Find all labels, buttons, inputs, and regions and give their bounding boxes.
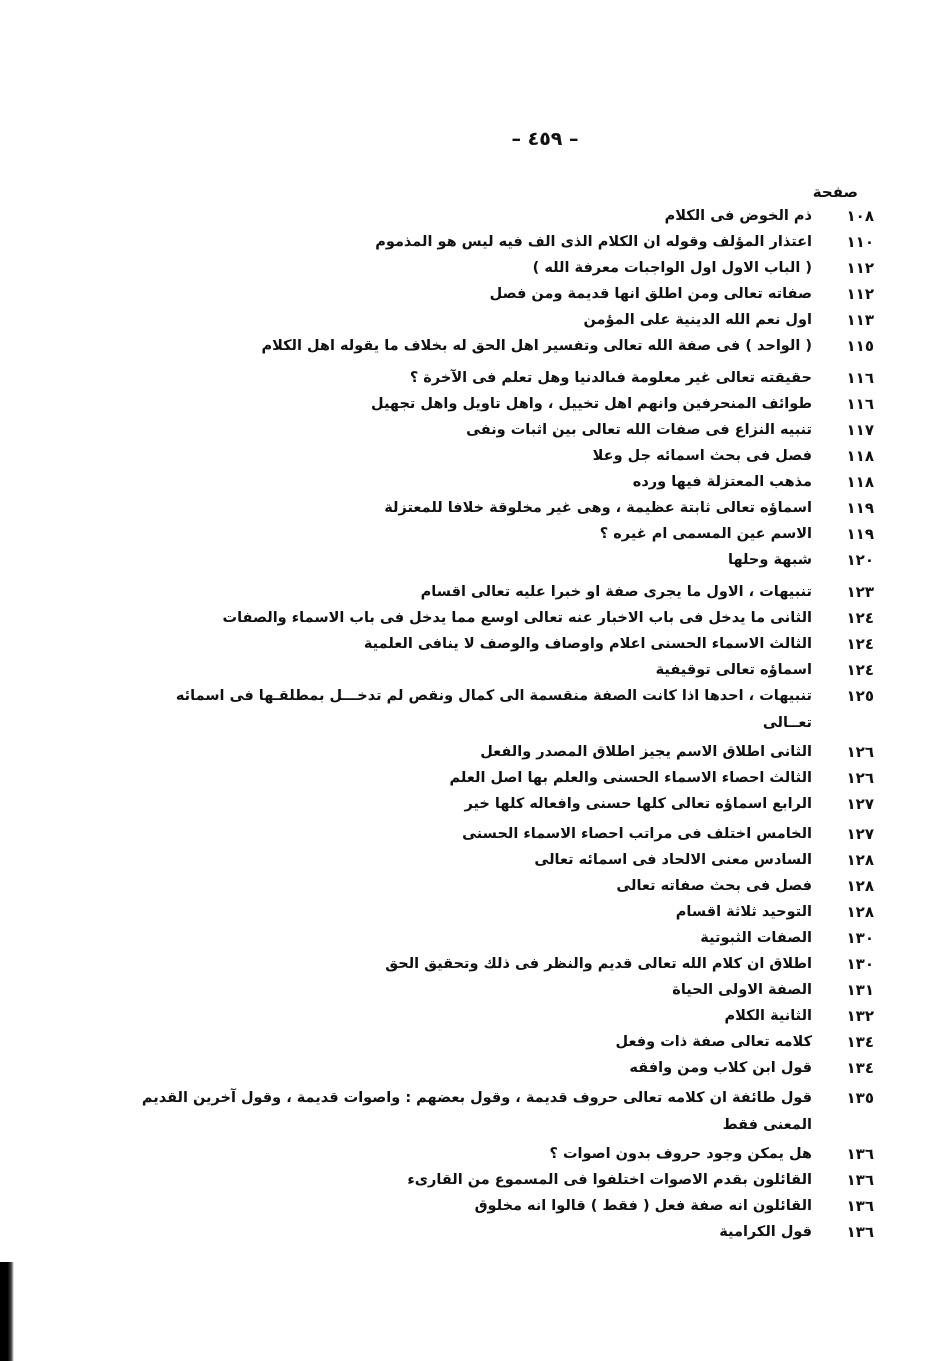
toc-entry-title: القائلون بقدم الاصوات اختلفوا فى المسموع من القارىء (407, 1172, 812, 1188)
toc-entry-page: ١٣٥ (846, 1089, 874, 1107)
toc-entry (0, 657, 930, 684)
toc-entry-title: قول ابن كلاب ومن وافقه (629, 1060, 812, 1076)
toc-entry-page: ١١٧ (846, 421, 874, 439)
toc-entry-page: ١٢٥ (846, 687, 874, 705)
toc-entry (0, 1167, 930, 1194)
toc-entry-page: ١٢٧ (846, 825, 874, 843)
toc-entry-title: السادس معنى الالحاد فى اسمائه تعالى (534, 852, 812, 868)
toc-entry-page: ١٣١ (846, 981, 874, 999)
toc-entry (0, 765, 930, 792)
toc-entry-title: القائلون انه صفة فعل ( فقط ) قالوا انه مخلوق (474, 1198, 812, 1214)
toc-entry-page: ١١٣ (846, 311, 874, 329)
toc-entry-page: ١٣٠ (846, 929, 874, 947)
toc-entry-title: اطلاق ان كلام الله تعالى قديم والنظر فى ذلك وتحقيق الحق (385, 956, 812, 972)
toc-entry-title: طوائف المنحرفين وانهم اهل تخييل ، واهل تاويل واهل تجهيل (371, 396, 812, 412)
toc-entry-title: حقيقته تعالى غير معلومة فىالدنيا وهل تعلم فى الآخرة ؟ (409, 370, 812, 386)
toc-entry (0, 255, 930, 282)
toc-entry-title: ذم الخوض فى الكلام (664, 208, 812, 224)
toc-entry-title: فصل فى بحث اسمائه جل وعلا (592, 448, 812, 464)
toc-entry-page: ١٢٣ (846, 583, 874, 601)
toc-entry-title: صفاته تعالى ومن اطلق انها قديمة ومن فصل (489, 286, 812, 302)
toc-entry-page: ١٢٦ (846, 743, 874, 761)
toc-entry-page: ١٢٤ (846, 609, 874, 627)
toc-entry-page: ١٣٦ (846, 1197, 874, 1215)
toc-entry-page: ١٢٦ (846, 769, 874, 787)
toc-entry-title: اسماؤه تعالى ثابتة عظيمة ، وهى غير مخلوقة خلافا للمعتزلة (384, 500, 812, 516)
toc-entry (0, 229, 930, 256)
toc-entry-page: ١٣٢ (846, 1007, 874, 1025)
toc-entry (0, 821, 930, 848)
toc-entry-title: تنبيهات ، الاول ما يجرى صفة او خبرا عليه تعالى اقسام (420, 584, 812, 600)
toc-entry-page: ١٣٤ (846, 1033, 874, 1051)
toc-entry (0, 977, 930, 1004)
toc-entry-page: ١١٦ (846, 395, 874, 413)
toc-entry (0, 873, 930, 900)
toc-entry-page: ١٣٠ (846, 955, 874, 973)
toc-entry (0, 203, 930, 230)
toc-entry-title: الخامس اختلف فى مراتب احصاء الاسماء الحسنى (462, 826, 812, 842)
toc-entry-page: ١٢٤ (846, 661, 874, 679)
toc-entry-page: ١١٢ (846, 259, 874, 277)
toc-entry-page: ١٣٦ (846, 1171, 874, 1189)
toc-entry-title: ( الباب الاول اول الواجبات معرفة الله ) (532, 260, 812, 276)
toc-entry (0, 1219, 930, 1246)
toc-entry-page: ١١٢ (846, 285, 874, 303)
toc-entry-page: ١٢٠ (846, 551, 874, 569)
toc-entry (0, 281, 930, 308)
toc-entry-page: ١٠٨ (846, 207, 874, 225)
toc-entry-title: تنبيهات ، احدها اذا كانت الصفة منقسمة الى كمال ونقص لم تدخـــل بمطلقـها فى اسمائه تعــالى (175, 688, 812, 731)
toc-entry-page: ١٢٨ (846, 903, 874, 921)
toc-entry-page: ١٣٦ (846, 1145, 874, 1163)
toc-entry (0, 631, 930, 658)
toc-entry (0, 333, 930, 360)
toc-entry-title: الاسم عين المسمى ام غيره ؟ (599, 526, 812, 542)
toc-entry-title: اول نعم الله الدينية على المؤمن (583, 312, 812, 328)
toc-entry-page: ١٣٤ (846, 1059, 874, 1077)
toc-entry-title: شبهة وحلها (728, 552, 812, 568)
toc-entry-title: قول الكرامية (719, 1224, 812, 1240)
toc-entry (0, 1141, 930, 1168)
toc-entry-page: ١١٩ (846, 525, 874, 543)
toc-entry-title: كلامه تعالى صفة ذات وفعل (615, 1034, 812, 1050)
toc-entry (0, 579, 930, 606)
toc-entry (0, 1055, 930, 1082)
toc-entry (0, 951, 930, 978)
toc-entry-title: مذهب المعتزلة فيها ورده (632, 474, 812, 490)
column-header-page: صفحة (812, 183, 858, 201)
toc-entry (0, 1003, 930, 1030)
toc-entry-page: ١١٨ (846, 473, 874, 491)
toc-entry-page: ١١٩ (846, 499, 874, 517)
toc-entry (0, 547, 930, 574)
toc-entry (0, 417, 930, 444)
toc-entry-title: الثالث الاسماء الحسنى اعلام واوصاف والوصف لا ينافى العلمية (363, 636, 812, 652)
toc-entry-page: ١١٠ (846, 233, 874, 251)
toc-entry-page: ١٣٦ (846, 1223, 874, 1241)
toc-entry (0, 469, 930, 496)
toc-entry (0, 1085, 930, 1139)
toc-entry-title: اعتذار المؤلف وقوله ان الكلام الذى الف فيه ليس هو المذموم (375, 234, 812, 250)
toc-entry (0, 739, 930, 766)
toc-entry-title: ( الواحد ) فى صفة الله تعالى وتفسير اهل الحق له بخلاف ما يقوله اهل الكلام (261, 338, 812, 354)
toc-entry-page: ١٢٨ (846, 877, 874, 895)
toc-entry-title: التوحيد ثلاثة اقسام (675, 904, 812, 920)
toc-entry-title: اسماؤه تعالى توقيفية (655, 662, 812, 678)
toc-entry-title: الثالث احصاء الاسماء الحسنى والعلم بها اصل العلم (449, 770, 812, 786)
toc-entry (0, 495, 930, 522)
toc-entry (0, 925, 930, 952)
toc-entry-page: ١١٥ (846, 337, 874, 355)
toc-entry-title: الثانى ما يدخل فى باب الاخبار عنه تعالى اوسع مما يدخل فى باب الاسماء والصفات (222, 610, 812, 626)
toc-entry (0, 391, 930, 418)
toc-entry (0, 521, 930, 548)
toc-entry-page: ١٢٧ (846, 795, 874, 813)
toc-entry-title: هل يمكن وجود حروف بدون اصوات ؟ (549, 1146, 812, 1162)
toc-entry-title: الثانى اطلاق الاسم يجيز اطلاق المصدر والفعل (480, 744, 812, 760)
scan-edge-shadow (0, 1262, 14, 1361)
toc-entry-page: ١١٦ (846, 369, 874, 387)
toc-entry-page: ١١٨ (846, 447, 874, 465)
toc-entry (0, 307, 930, 334)
toc-entry (0, 365, 930, 392)
toc-entry (0, 605, 930, 632)
toc-entry (0, 847, 930, 874)
toc-entry-title: فصل فى بحث صفاته تعالى (616, 878, 812, 894)
toc-entry (0, 1029, 930, 1056)
toc-entry (0, 899, 930, 926)
toc-entry (0, 683, 930, 737)
toc-entry-title: قول طائفة ان كلامه تعالى حروف قديمة ، وقول بعضهم : واصوات قديمة ، وقول آخرين القديم المعنى فقط (141, 1090, 812, 1133)
toc-entry-title: الصفات الثبوتية (700, 930, 812, 946)
toc-entry-page: ١٢٤ (846, 635, 874, 653)
toc-entry-title: تنبيه النزاع فى صفات الله تعالى بين اثبات ونفى (466, 422, 812, 438)
toc-entry-page: ١٢٨ (846, 851, 874, 869)
toc-entry (0, 791, 930, 818)
toc-entry-title: الصفة الاولى الحياة (672, 982, 812, 998)
toc-entry (0, 443, 930, 470)
page-number: – ٤٥٩ – (511, 128, 579, 150)
toc-entry-title: الثانية الكلام (724, 1008, 812, 1024)
toc-entry-title: الرابع اسماؤه تعالى كلها حسنى وافعاله كلها خير (464, 796, 812, 812)
toc-entry (0, 1193, 930, 1220)
